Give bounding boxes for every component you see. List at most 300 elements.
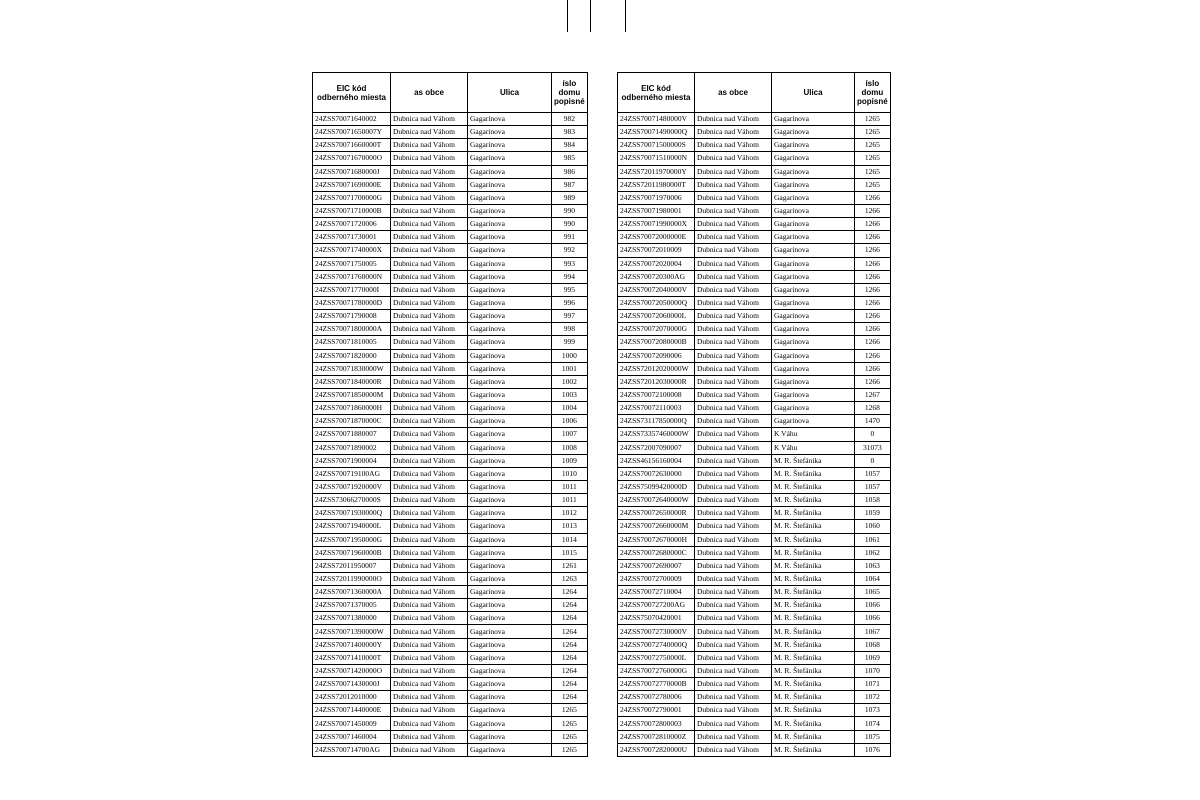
- cell-eic-code: 24ZSS70071830000W: [313, 362, 391, 375]
- table-row: [313, 375, 588, 388]
- cell-municipality-part: Dubnica nad Váhom: [695, 533, 772, 546]
- cell-street: Gagarinova: [468, 375, 552, 388]
- table-row: [313, 638, 588, 651]
- table-row: [313, 362, 588, 375]
- cell-municipality-part: Dubnica nad Váhom: [391, 572, 468, 585]
- cell-house-number: 1004: [552, 402, 588, 415]
- cell-municipality-part: Dubnica nad Váhom: [391, 349, 468, 362]
- cell-house-number: 983: [552, 126, 588, 139]
- cell-house-number: 1266: [855, 336, 891, 349]
- cell-eic-code: 24ZSS70071690000E: [313, 178, 391, 191]
- cell-municipality-part: Dubnica nad Váhom: [695, 428, 772, 441]
- cell-house-number: 1266: [855, 296, 891, 309]
- cell-street: Gagarinova: [772, 152, 855, 165]
- cell-street: Gagarinova: [468, 651, 552, 664]
- cell-house-number: 1003: [552, 388, 588, 401]
- cell-house-number: 985: [552, 152, 588, 165]
- cell-municipality-part: Dubnica nad Váhom: [391, 244, 468, 257]
- cell-eic-code: 24ZSS70071480000V: [618, 113, 695, 126]
- cell-street: Gagarinova: [468, 704, 552, 717]
- table-row: [313, 441, 588, 454]
- table-row: [618, 743, 891, 756]
- cell-municipality-part: Dubnica nad Váhom: [391, 599, 468, 612]
- cell-eic-code: 24ZSS70071490000Q: [618, 126, 695, 139]
- cell-eic-code: 24ZSS73357460000W: [618, 428, 695, 441]
- cell-municipality-part: Dubnica nad Váhom: [695, 638, 772, 651]
- cell-street: Gagarinova: [772, 113, 855, 126]
- table-row: [313, 428, 588, 441]
- table-row: [618, 323, 891, 336]
- cell-eic-code: 24ZSS70071680000J: [313, 165, 391, 178]
- cell-municipality-part: Dubnica nad Váhom: [391, 494, 468, 507]
- cell-eic-code: 24ZSS70071640002: [313, 113, 391, 126]
- cell-house-number: 1265: [552, 743, 588, 756]
- table-row: [618, 218, 891, 231]
- table-row: [313, 546, 588, 559]
- cell-street: Gagarinova: [468, 283, 552, 296]
- cell-municipality-part: Dubnica nad Váhom: [695, 717, 772, 730]
- cell-eic-code: 24ZSS70071380000: [313, 612, 391, 625]
- cell-municipality-part: Dubnica nad Váhom: [695, 257, 772, 270]
- cell-street: Gagarinova: [468, 218, 552, 231]
- table-row: [618, 480, 891, 493]
- cell-eic-code: 24ZSS70071950000G: [313, 533, 391, 546]
- cell-house-number: 995: [552, 283, 588, 296]
- table-row: [618, 165, 891, 178]
- table-row: [618, 730, 891, 743]
- cell-municipality-part: Dubnica nad Váhom: [391, 520, 468, 533]
- table-row: [618, 559, 891, 572]
- cell-street: Gagarinova: [468, 691, 552, 704]
- cell-municipality-part: Dubnica nad Váhom: [695, 441, 772, 454]
- cell-street: Gagarinova: [468, 625, 552, 638]
- cell-eic-code: 24ZSS72011970000Y: [618, 165, 695, 178]
- cell-municipality-part: Dubnica nad Váhom: [391, 165, 468, 178]
- cell-eic-code: 24ZSS70072660000M: [618, 520, 695, 533]
- cell-municipality-part: Dubnica nad Váhom: [391, 375, 468, 388]
- table-row: [618, 126, 891, 139]
- cell-municipality-part: Dubnica nad Váhom: [391, 191, 468, 204]
- table-row: [618, 664, 891, 677]
- cell-eic-code: 24ZSS70072040000V: [618, 283, 695, 296]
- cell-eic-code: 24ZSS70072000000E: [618, 231, 695, 244]
- cell-eic-code: 24ZSS70072680000C: [618, 546, 695, 559]
- cell-municipality-part: Dubnica nad Váhom: [391, 231, 468, 244]
- cell-street: Gagarinova: [468, 599, 552, 612]
- cell-eic-code: 24ZSS72011950007: [313, 559, 391, 572]
- cell-eic-code: 24ZSS70072640000W: [618, 494, 695, 507]
- table-row: [313, 704, 588, 717]
- cell-eic-code: 24ZSS70071990000X: [618, 218, 695, 231]
- cell-street: Gagarinova: [468, 467, 552, 480]
- cell-municipality-part: Dubnica nad Váhom: [695, 520, 772, 533]
- cell-eic-code: 24ZSS75070420001: [618, 612, 695, 625]
- cell-house-number: 997: [552, 310, 588, 323]
- cell-eic-code: 24ZSS70071740000X: [313, 244, 391, 257]
- cell-house-number: 1264: [552, 612, 588, 625]
- cell-municipality-part: Dubnica nad Váhom: [391, 336, 468, 349]
- cell-house-number: 1075: [855, 730, 891, 743]
- cell-municipality-part: Dubnica nad Váhom: [695, 165, 772, 178]
- cell-house-number: 1071: [855, 678, 891, 691]
- cell-street: Gagarinova: [468, 612, 552, 625]
- cell-eic-code: 24ZSS70072010009: [618, 244, 695, 257]
- cell-eic-code: 24ZSS72011980000T: [618, 178, 695, 191]
- table-row: [313, 139, 588, 152]
- top-line-1: [567, 0, 568, 32]
- table-row: [618, 270, 891, 283]
- cell-municipality-part: Dubnica nad Váhom: [391, 204, 468, 217]
- cell-eic-code: 24ZSS70071760000N: [313, 270, 391, 283]
- cell-house-number: 1266: [855, 323, 891, 336]
- cell-municipality-part: Dubnica nad Váhom: [695, 730, 772, 743]
- cell-eic-code: 24ZSS70071460004: [313, 730, 391, 743]
- cell-eic-code: 24ZSS72012020000W: [618, 362, 695, 375]
- cell-municipality-part: Dubnica nad Váhom: [695, 336, 772, 349]
- table-row: [313, 257, 588, 270]
- cell-municipality-part: Dubnica nad Váhom: [391, 691, 468, 704]
- table-row: [313, 296, 588, 309]
- cell-house-number: 1074: [855, 717, 891, 730]
- table-row: [618, 113, 891, 126]
- cell-street: K Váhu: [772, 441, 855, 454]
- cell-eic-code: 24ZSS70072050000Q: [618, 296, 695, 309]
- top-line-3: [625, 0, 626, 32]
- cell-street: Gagarinova: [468, 204, 552, 217]
- cell-street: Gagarinova: [772, 283, 855, 296]
- cell-eic-code: 24ZSS700719100AG: [313, 467, 391, 480]
- cell-eic-code: 24ZSS70072110003: [618, 402, 695, 415]
- cell-house-number: 992: [552, 244, 588, 257]
- cell-municipality-part: Dubnica nad Váhom: [391, 257, 468, 270]
- table-row: [313, 572, 588, 585]
- cell-municipality-part: Dubnica nad Váhom: [391, 402, 468, 415]
- table-row: [313, 612, 588, 625]
- table-row: [618, 310, 891, 323]
- cell-street: Gagarinova: [772, 231, 855, 244]
- header-house-number: íslo domu popisné: [552, 73, 588, 113]
- cell-house-number: 1265: [552, 704, 588, 717]
- cell-house-number: 1266: [855, 375, 891, 388]
- cell-eic-code: 24ZSS72011990000O: [313, 572, 391, 585]
- table-row: [313, 691, 588, 704]
- table-row: [618, 231, 891, 244]
- cell-house-number: 1265: [552, 717, 588, 730]
- cell-eic-code: 24ZSS70072090006: [618, 349, 695, 362]
- cell-house-number: 1261: [552, 559, 588, 572]
- cell-house-number: 1264: [552, 638, 588, 651]
- table-row: [618, 204, 891, 217]
- cell-eic-code: 24ZSS70071390000W: [313, 625, 391, 638]
- cell-street: M. R. Štefánika: [772, 651, 855, 664]
- table-row: [618, 375, 891, 388]
- cell-eic-code: 24ZSS70072670000H: [618, 533, 695, 546]
- cell-municipality-part: Dubnica nad Váhom: [391, 467, 468, 480]
- cell-street: Gagarinova: [468, 520, 552, 533]
- cell-eic-code: 24ZSS70072630000: [618, 467, 695, 480]
- cell-street: Gagarinova: [468, 296, 552, 309]
- cell-house-number: 1064: [855, 572, 891, 585]
- table-row: [618, 494, 891, 507]
- cell-street: Gagarinova: [772, 178, 855, 191]
- cell-eic-code: 24ZSS70071940000L: [313, 520, 391, 533]
- cell-street: Gagarinova: [468, 165, 552, 178]
- cell-eic-code: 24ZSS70071890002: [313, 441, 391, 454]
- table-row: [313, 152, 588, 165]
- table-row: [313, 586, 588, 599]
- cell-house-number: 1012: [552, 507, 588, 520]
- cell-house-number: 1007: [552, 428, 588, 441]
- cell-street: K Váhu: [772, 428, 855, 441]
- cell-house-number: 1265: [855, 165, 891, 178]
- header-municipality-part: as obce: [391, 73, 468, 113]
- cell-house-number: 1264: [552, 586, 588, 599]
- cell-house-number: 987: [552, 178, 588, 191]
- table-row: [313, 231, 588, 244]
- cell-eic-code: 24ZSS70071650007Y: [313, 126, 391, 139]
- cell-municipality-part: Dubnica nad Váhom: [391, 612, 468, 625]
- cell-eic-code: 24ZSS73066270000S: [313, 494, 391, 507]
- cell-municipality-part: Dubnica nad Váhom: [391, 310, 468, 323]
- cell-house-number: 1470: [855, 415, 891, 428]
- cell-municipality-part: Dubnica nad Váhom: [695, 152, 772, 165]
- cell-street: Gagarinova: [772, 270, 855, 283]
- cell-municipality-part: Dubnica nad Váhom: [695, 244, 772, 257]
- cell-municipality-part: Dubnica nad Váhom: [695, 507, 772, 520]
- cell-municipality-part: Dubnica nad Váhom: [695, 349, 772, 362]
- cell-municipality-part: Dubnica nad Váhom: [695, 139, 772, 152]
- cell-street: Gagarinova: [468, 178, 552, 191]
- cell-house-number: 1265: [855, 152, 891, 165]
- cell-eic-code: 24ZSS70071820000: [313, 349, 391, 362]
- table-header-row: [313, 73, 588, 113]
- cell-municipality-part: Dubnica nad Váhom: [391, 441, 468, 454]
- cell-street: Gagarinova: [772, 349, 855, 362]
- cell-street: Gagarinova: [468, 257, 552, 270]
- cell-eic-code: 24ZSS70071670000O: [313, 152, 391, 165]
- cell-eic-code: 24ZSS70071850000M: [313, 388, 391, 401]
- cell-house-number: 1266: [855, 257, 891, 270]
- cell-street: Gagarinova: [468, 441, 552, 454]
- cell-house-number: 31073: [855, 441, 891, 454]
- cell-street: Gagarinova: [772, 191, 855, 204]
- cell-municipality-part: Dubnica nad Váhom: [391, 218, 468, 231]
- cell-eic-code: 24ZSS70071800000A: [313, 323, 391, 336]
- cell-house-number: 1011: [552, 494, 588, 507]
- cell-municipality-part: Dubnica nad Váhom: [391, 625, 468, 638]
- table-row: [313, 270, 588, 283]
- cell-municipality-part: Dubnica nad Váhom: [695, 283, 772, 296]
- cell-municipality-part: Dubnica nad Váhom: [391, 362, 468, 375]
- table-row: [618, 428, 891, 441]
- cell-house-number: 0: [855, 428, 891, 441]
- cell-municipality-part: Dubnica nad Váhom: [695, 454, 772, 467]
- table-body-left: [313, 113, 588, 757]
- table-row: [313, 336, 588, 349]
- cell-municipality-part: Dubnica nad Váhom: [695, 572, 772, 585]
- cell-eic-code: 24ZSS73117850000Q: [618, 415, 695, 428]
- table-row: [313, 191, 588, 204]
- cell-house-number: 1263: [552, 572, 588, 585]
- cell-street: Gagarinova: [772, 126, 855, 139]
- cell-street: Gagarinova: [468, 244, 552, 257]
- cell-municipality-part: Dubnica nad Váhom: [391, 454, 468, 467]
- cell-street: Gagarinova: [468, 507, 552, 520]
- cell-street: Gagarinova: [468, 638, 552, 651]
- cell-municipality-part: Dubnica nad Váhom: [391, 296, 468, 309]
- cell-municipality-part: Dubnica nad Váhom: [391, 678, 468, 691]
- table-row: [618, 507, 891, 520]
- cell-municipality-part: Dubnica nad Váhom: [391, 139, 468, 152]
- cell-eic-code: 24ZSS70071860000H: [313, 402, 391, 415]
- cell-municipality-part: Dubnica nad Váhom: [391, 664, 468, 677]
- cell-street: M. R. Štefánika: [772, 599, 855, 612]
- cell-house-number: 1015: [552, 546, 588, 559]
- cell-street: M. R. Štefánika: [772, 507, 855, 520]
- header-eic-code: EIC kód odberného miesta: [313, 73, 391, 113]
- cell-eic-code: 24ZSS70071750005: [313, 257, 391, 270]
- table-row: [618, 178, 891, 191]
- cell-municipality-part: Dubnica nad Váhom: [695, 664, 772, 677]
- table-row: [313, 244, 588, 257]
- cell-eic-code: 24ZSS70071370005: [313, 599, 391, 612]
- cell-house-number: 1266: [855, 349, 891, 362]
- cell-municipality-part: Dubnica nad Váhom: [391, 283, 468, 296]
- cell-house-number: 1062: [855, 546, 891, 559]
- cell-house-number: 1006: [552, 415, 588, 428]
- cell-house-number: 1264: [552, 651, 588, 664]
- cell-street: Gagarinova: [468, 743, 552, 756]
- cell-street: Gagarinova: [772, 388, 855, 401]
- cell-street: M. R. Štefánika: [772, 520, 855, 533]
- cell-house-number: 1066: [855, 612, 891, 625]
- cell-municipality-part: Dubnica nad Váhom: [391, 126, 468, 139]
- cell-municipality-part: Dubnica nad Váhom: [695, 270, 772, 283]
- table-row: [313, 349, 588, 362]
- cell-eic-code: 24ZSS70071780000D: [313, 296, 391, 309]
- cell-house-number: 1264: [552, 625, 588, 638]
- cell-street: Gagarinova: [772, 375, 855, 388]
- cell-eic-code: 24ZSS70071400000Y: [313, 638, 391, 651]
- cell-municipality-part: Dubnica nad Váhom: [695, 204, 772, 217]
- cell-street: Gagarinova: [772, 415, 855, 428]
- cell-house-number: 1057: [855, 480, 891, 493]
- cell-municipality-part: Dubnica nad Váhom: [695, 691, 772, 704]
- cell-street: Gagarinova: [468, 546, 552, 559]
- cell-eic-code: 24ZSS70071720006: [313, 218, 391, 231]
- table-row: [313, 113, 588, 126]
- table-row: [313, 533, 588, 546]
- header-house-number: íslo domu popisné: [855, 73, 891, 113]
- table-row: [313, 283, 588, 296]
- cell-house-number: 1266: [855, 231, 891, 244]
- cell-house-number: 1063: [855, 559, 891, 572]
- cell-house-number: 1059: [855, 507, 891, 520]
- cell-municipality-part: Dubnica nad Váhom: [695, 296, 772, 309]
- cell-municipality-part: Dubnica nad Váhom: [695, 375, 772, 388]
- cell-street: Gagarinova: [468, 415, 552, 428]
- cell-eic-code: 24ZSS70071870000C: [313, 415, 391, 428]
- cell-eic-code: 24ZSS70072650000R: [618, 507, 695, 520]
- cell-municipality-part: Dubnica nad Váhom: [695, 494, 772, 507]
- cell-street: Gagarinova: [468, 113, 552, 126]
- cell-house-number: 998: [552, 323, 588, 336]
- cell-eic-code: 24ZSS70072760000G: [618, 664, 695, 677]
- table-row: [618, 257, 891, 270]
- table-row: [313, 323, 588, 336]
- cell-street: Gagarinova: [772, 257, 855, 270]
- cell-house-number: 1070: [855, 664, 891, 677]
- cell-street: M. R. Štefánika: [772, 691, 855, 704]
- cell-municipality-part: Dubnica nad Váhom: [695, 651, 772, 664]
- cell-municipality-part: Dubnica nad Váhom: [695, 467, 772, 480]
- cell-house-number: 994: [552, 270, 588, 283]
- cell-municipality-part: Dubnica nad Váhom: [695, 586, 772, 599]
- cell-eic-code: 24ZSS70071420000O: [313, 664, 391, 677]
- cell-house-number: 1014: [552, 533, 588, 546]
- cell-street: M. R. Štefánika: [772, 743, 855, 756]
- cell-house-number: 1066: [855, 599, 891, 612]
- table-row: [313, 507, 588, 520]
- cell-eic-code: 24ZSS70071880007: [313, 428, 391, 441]
- table-row: [313, 625, 588, 638]
- table-row: [618, 244, 891, 257]
- table-row: [618, 415, 891, 428]
- cell-house-number: 982: [552, 113, 588, 126]
- cell-eic-code: 24ZSS72012010000: [313, 691, 391, 704]
- cell-municipality-part: Dubnica nad Váhom: [391, 586, 468, 599]
- cell-house-number: 1013: [552, 520, 588, 533]
- table-row: [313, 454, 588, 467]
- cell-eic-code: 24ZSS72007090007: [618, 441, 695, 454]
- cell-municipality-part: Dubnica nad Váhom: [391, 415, 468, 428]
- cell-street: Gagarinova: [468, 152, 552, 165]
- cell-municipality-part: Dubnica nad Váhom: [695, 480, 772, 493]
- table-row: [313, 480, 588, 493]
- cell-house-number: 1266: [855, 191, 891, 204]
- cell-street: M. R. Štefánika: [772, 625, 855, 638]
- table-row: [618, 139, 891, 152]
- cell-house-number: 1061: [855, 533, 891, 546]
- cell-street: Gagarinova: [772, 362, 855, 375]
- cell-municipality-part: Dubnica nad Váhom: [695, 743, 772, 756]
- table-row: [313, 494, 588, 507]
- cell-eic-code: 24ZSS70071360000A: [313, 586, 391, 599]
- cell-eic-code: 24ZSS70071430000J: [313, 678, 391, 691]
- cell-eic-code: 24ZSS70071700000G: [313, 191, 391, 204]
- cell-municipality-part: Dubnica nad Váhom: [695, 310, 772, 323]
- cell-municipality-part: Dubnica nad Váhom: [391, 730, 468, 743]
- cell-eic-code: 24ZSS70071410000T: [313, 651, 391, 664]
- cell-house-number: 1008: [552, 441, 588, 454]
- cell-street: M. R. Štefánika: [772, 546, 855, 559]
- table-row: [313, 467, 588, 480]
- cell-municipality-part: Dubnica nad Váhom: [695, 388, 772, 401]
- cell-eic-code: 24ZSS70072800003: [618, 717, 695, 730]
- cell-street: M. R. Štefánika: [772, 717, 855, 730]
- cell-house-number: 986: [552, 165, 588, 178]
- table-row: [313, 717, 588, 730]
- cell-municipality-part: Dubnica nad Váhom: [391, 178, 468, 191]
- cell-house-number: 1265: [855, 139, 891, 152]
- cell-house-number: 990: [552, 204, 588, 217]
- table-row: [313, 730, 588, 743]
- cell-eic-code: 24ZSS700714700AG: [313, 743, 391, 756]
- table-row: [313, 165, 588, 178]
- cell-eic-code: 24ZSS70071710000B: [313, 204, 391, 217]
- cell-street: M. R. Štefánika: [772, 586, 855, 599]
- cell-house-number: 1266: [855, 244, 891, 257]
